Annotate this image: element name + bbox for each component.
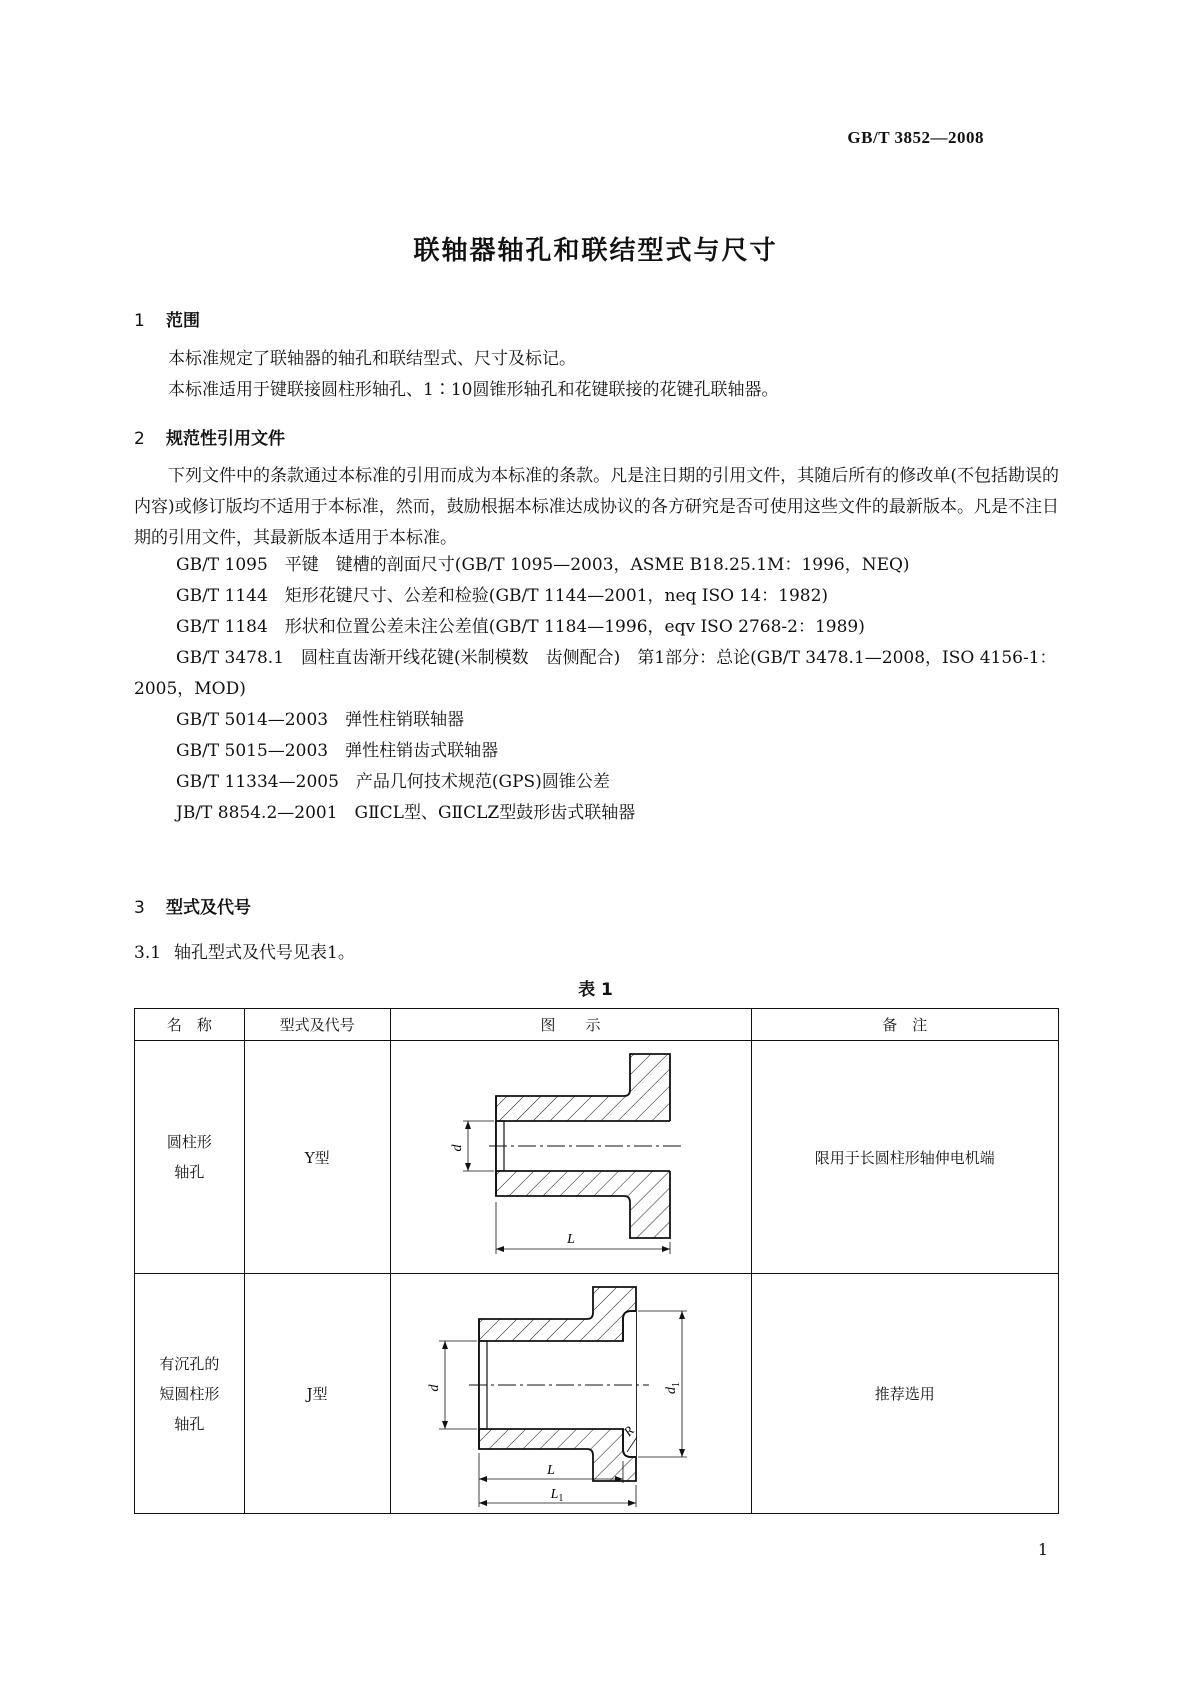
section-3-heading xyxy=(134,893,251,918)
page-number: 1 xyxy=(1037,1540,1048,1559)
section-number: 3 xyxy=(134,898,145,918)
subsection-3-1 xyxy=(134,938,355,963)
reference-item: GB/T 1095 平键 键槽的剖面尺寸(GB/T 1095—2003，ASME B18.25.1M：1996，NEQ) xyxy=(176,555,910,575)
column-header: 型式及代号 xyxy=(244,1009,390,1041)
table-row xyxy=(135,1041,1059,1274)
name-line: 圆柱形 xyxy=(166,1133,212,1151)
paragraph: 本标准规定了联轴器的轴孔和联结型式、尺寸及标记。 xyxy=(168,349,576,369)
name-cell xyxy=(135,1041,245,1274)
section-title: 范围 xyxy=(166,311,200,331)
note-cell: 限用于长圆柱形轴伸电机端 xyxy=(751,1041,1058,1274)
subsection-number: 3.1 xyxy=(134,943,162,963)
reference-item: GB/T 3478.1 圆柱直齿渐开线花键(米制模数 齿侧配合) 第1部分：总论(GB/T 3478.1—2008，ISO 4156-1：2005，MOD) xyxy=(134,648,1057,699)
name-line: 轴孔 xyxy=(174,1414,205,1433)
section-number: 1 xyxy=(134,311,145,331)
note-cell: 推荐选用 xyxy=(751,1274,1058,1514)
section-title: 型式及代号 xyxy=(166,898,251,918)
dim-label-d: d xyxy=(426,1384,442,1391)
reference-item: GB/T 5015—2003 弹性柱销齿式联轴器 xyxy=(176,741,499,761)
dim-label-d: d xyxy=(449,1144,465,1151)
reference-item: GB/T 1144 矩形花键尺寸、公差和检验(GB/T 1144—2001，neq ISO 14：1982) xyxy=(176,586,829,606)
name-line: 轴孔 xyxy=(174,1163,205,1181)
table-row xyxy=(135,1274,1059,1514)
j-type-bore-drawing xyxy=(391,1275,750,1513)
column-header: 图 示 xyxy=(390,1009,751,1041)
reference-item: GB/T 11334—2005 产品几何技术规范(GPS)圆锥公差 xyxy=(176,772,610,792)
type-cell: J型 xyxy=(244,1274,390,1514)
dim-label-d1: $d_1$ xyxy=(663,1381,682,1394)
name-line: 短圆柱形 xyxy=(159,1384,220,1403)
paragraph: 本标准适用于键联接圆柱形轴孔、1∶10圆锥形轴孔和花键联接的花键孔联轴器。 xyxy=(168,380,779,400)
y-type-bore-drawing xyxy=(391,1042,750,1273)
dim-label-L: L xyxy=(566,1231,575,1247)
dim-label-L1: $L_1$ xyxy=(550,1486,563,1504)
name-line: 有沉孔的 xyxy=(159,1354,220,1373)
type-cell: Y型 xyxy=(244,1041,390,1274)
section-2-intro: 下列文件中的条款通过本标准的引用而成为本标准的条款。凡是注日期的引用文件，其随后所有的修改单(不包括勘误的内容)或修订版均不适用于本标准，然而，鼓励根据本标准达成协议的各方研究是否可使用这些文件的最新版本。凡是不注日期的引用文件，其最新版本适用于本标准。 xyxy=(134,466,1059,548)
section-1-heading xyxy=(134,306,200,331)
reference-item: GB/T 1184 形状和位置公差未注公差值(GB/T 1184—1996，eqv ISO 2768-2：1989) xyxy=(176,617,865,637)
name-cell xyxy=(135,1274,245,1514)
dim-label-R: R xyxy=(620,1422,637,1439)
section-2-heading xyxy=(134,424,285,449)
column-header: 备 注 xyxy=(751,1009,1058,1041)
section-number: 2 xyxy=(134,429,145,449)
diagram-cell xyxy=(390,1274,751,1514)
page-title: 联轴器轴孔和联结型式与尺寸 xyxy=(413,236,778,266)
table-header-row xyxy=(135,1009,1059,1041)
section-title: 规范性引用文件 xyxy=(166,429,285,449)
table-caption: 表 1 xyxy=(578,980,613,1000)
section-1-body xyxy=(134,344,1059,406)
table-1 xyxy=(134,1008,1059,1514)
reference-item: JB/T 8854.2—2001 GⅡCL型、GⅡCLZ型鼓形齿式联轴器 xyxy=(176,803,636,823)
diagram-cell xyxy=(390,1041,751,1274)
standard-number: GB/T 3852—2008 xyxy=(847,128,984,147)
subsection-text: 轴孔型式及代号见表1。 xyxy=(174,943,355,963)
normative-references-list xyxy=(134,550,1059,829)
dim-label-L: L xyxy=(546,1462,555,1478)
column-header: 名 称 xyxy=(135,1009,245,1041)
reference-item: GB/T 5014—2003 弹性柱销联轴器 xyxy=(176,710,465,730)
